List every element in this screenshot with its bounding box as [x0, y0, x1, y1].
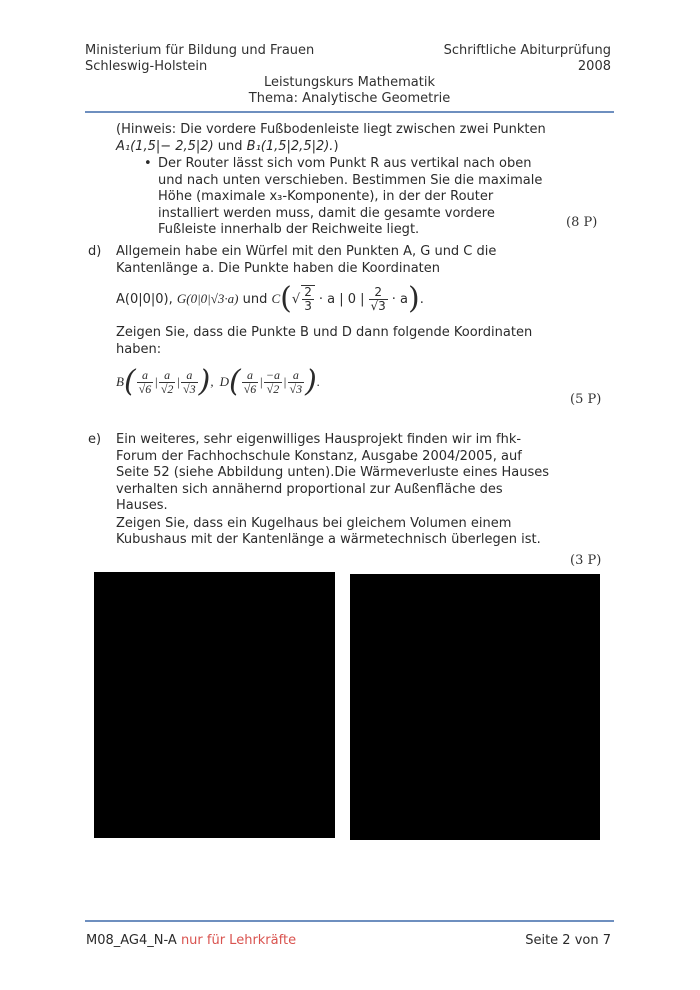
teacher-only-note: nur für Lehrkräfte	[180, 933, 297, 948]
footer-code	[86, 933, 296, 948]
points-c: (8 P)	[566, 215, 598, 230]
points-d: (5 P)	[570, 392, 602, 407]
d-frac3	[288, 369, 305, 396]
task-e-line3: Seite 52 (siehe Abbildung unten).Die Wärmeverluste eines Hauses	[116, 465, 550, 480]
hint-close: )	[333, 138, 339, 154]
task-d-claim	[116, 325, 606, 358]
course-name: Leistungskurs Mathematik	[264, 75, 435, 90]
task-d-line2: Kantenlänge a. Die Punkte haben die Koordinaten	[116, 260, 440, 276]
coord-a: A(0|0|0),	[116, 291, 173, 307]
d-sep1: |	[259, 374, 263, 389]
task-d-line4: haben:	[116, 341, 162, 357]
d-frac1-den: √6	[243, 381, 257, 396]
c-frac1-num: 2	[304, 285, 312, 299]
hint-paragraph	[116, 122, 606, 155]
footer-rule	[85, 920, 614, 922]
c-mid: · a | 0 |	[318, 291, 365, 307]
coord-c-label: C	[271, 291, 281, 306]
d-paren-close: )	[305, 364, 317, 399]
redacted-image-right	[350, 574, 600, 840]
task-d-line1: Allgemein habe ein Würfel mit den Punkten A, G und C die	[116, 244, 497, 259]
bullet-line4: installiert werden muss, damit die gesamte vordere	[158, 205, 495, 221]
c-frac1	[301, 285, 315, 313]
bd-comma: ,	[210, 374, 214, 389]
exam-year: 2008	[577, 59, 611, 74]
d-frac2	[264, 369, 282, 396]
b-paren-close: )	[198, 364, 211, 399]
d-frac1	[242, 369, 259, 396]
task-d-line3: Zeigen Sie, dass die Punkte B und D dann folgende Koordinaten	[116, 325, 533, 340]
bullet-line1: Der Router lässt sich vom Punkt R aus vertikal nach oben	[158, 156, 532, 171]
b-frac3	[181, 369, 198, 396]
b-sep2: |	[176, 374, 181, 389]
b-frac1-num: a	[137, 369, 154, 383]
b-frac2-den: √2	[160, 381, 174, 396]
task-e-line2: Forum der Fachhochschule Konstanz, Ausgabe 2004/2005, auf	[116, 448, 522, 464]
bullet-dot: •	[144, 156, 152, 171]
hint-und: und	[213, 138, 247, 154]
bullet-line5: Fußleiste innerhalb der Reichweite liegt.	[158, 222, 420, 237]
task-e-line1: Ein weiteres, sehr eigenwilliges Hausprojekt finden wir im fhk-	[116, 432, 522, 447]
c-tail: · a	[391, 291, 409, 307]
hint-point-b1: B₁(1,5|2,5|2).	[246, 138, 334, 154]
task-e-paragraph	[116, 432, 611, 549]
hint-line2	[116, 139, 606, 156]
c-frac2	[369, 286, 388, 313]
points-e: (3 P)	[570, 553, 602, 568]
ministry-line2: Schleswig-Holstein	[85, 59, 208, 74]
d-frac2-num: −a	[265, 367, 280, 382]
header-rule	[85, 111, 614, 113]
page-number: Seite 2 von 7	[525, 933, 611, 948]
b-frac2-num: a	[159, 369, 176, 383]
formula-bd	[116, 362, 320, 402]
b-frac3-den: √3	[183, 381, 196, 396]
ministry-name	[85, 43, 314, 75]
formula-agc	[116, 281, 424, 317]
c-paren-open: (	[280, 281, 292, 316]
b-sep1: |	[154, 374, 158, 389]
d-paren-open: (	[228, 364, 241, 399]
coord-g: G(0|0|√3·a)	[176, 291, 239, 306]
task-e-line7: Kubushaus mit der Kantenlänge a wärmetechnisch überlegen ist.	[116, 532, 541, 547]
b-frac2	[159, 369, 176, 396]
bullet-line3: Höhe (maximale x₃-Komponente), in der der Router	[158, 189, 494, 204]
c-frac2-den: √3	[370, 298, 386, 313]
d-frac2-den: √2	[266, 381, 280, 396]
d-sep2: |	[282, 374, 287, 389]
b-frac3-num: a	[181, 369, 198, 383]
c-frac2-num: 2	[369, 286, 388, 300]
document-code: M08_AG4_N-A	[86, 933, 181, 948]
b-paren-open: (	[123, 364, 136, 399]
exam-line1: Schriftliche Abiturprüfung	[443, 43, 611, 58]
d-end-dot: .	[316, 374, 321, 389]
topic-name: Thema: Analytische Geometrie	[248, 91, 451, 106]
course-heading	[85, 75, 614, 107]
c-end-dot: .	[419, 291, 424, 307]
hint-point-a1: A₁(1,5|− 2,5|2)	[116, 138, 214, 154]
c-sqrt-symbol: √	[291, 291, 301, 307]
task-e-label: e)	[88, 432, 102, 447]
coord-b-label: B	[116, 374, 124, 389]
task-e-line6: Zeigen Sie, dass ein Kugelhaus bei gleichem Volumen einem	[116, 515, 512, 531]
c-paren-close: )	[408, 281, 420, 316]
b-frac1-den: √6	[138, 381, 152, 396]
d-frac1-num: a	[242, 369, 259, 383]
task-d-label: d)	[88, 244, 102, 259]
d-frac3-num: a	[288, 369, 305, 383]
bullet-paragraph	[158, 156, 558, 239]
b-frac1	[137, 369, 154, 396]
task-e-line5: Hauses.	[116, 498, 168, 513]
d-frac3-den: √3	[289, 381, 303, 396]
task-e-line4: verhalten sich annähernd proportional zur Außenfläche des	[116, 481, 503, 497]
c-frac1-den: 3	[304, 299, 312, 313]
coord-und: und	[242, 291, 268, 307]
redacted-image-left	[94, 572, 335, 838]
hint-line1: (Hinweis: Die vordere Fußbodenleiste liegt zwischen zwei Punkten	[116, 122, 546, 137]
task-d-intro	[116, 244, 606, 277]
ministry-line1: Ministerium für Bildung und Frauen	[85, 43, 315, 58]
exam-title	[444, 43, 611, 75]
coord-d-label: D	[219, 374, 229, 389]
bullet-line2: und nach unten verschieben. Bestimmen Sie die maximale	[158, 172, 543, 188]
